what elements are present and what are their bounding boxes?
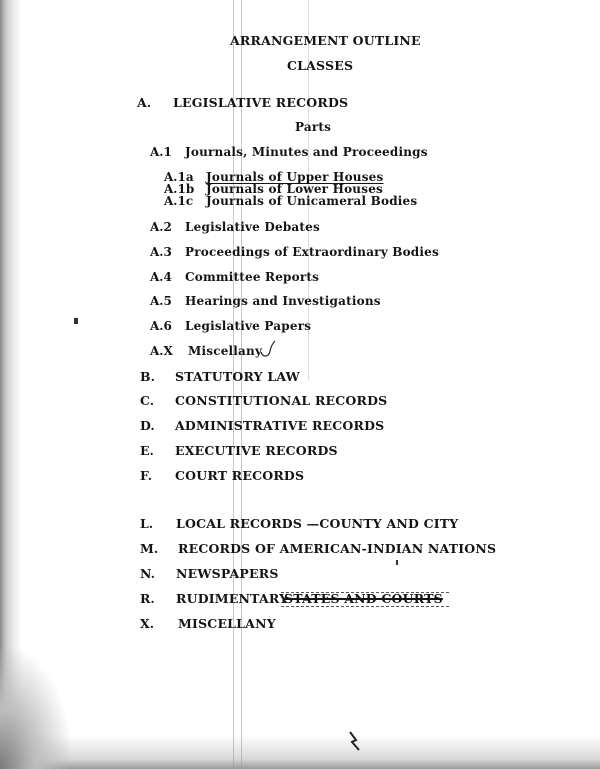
subpart-label: Journals of Lower Houses [206, 182, 383, 196]
scan-speck [396, 560, 398, 565]
subpart-label: Journals of Unicameral Bodies [206, 194, 418, 208]
parts-heading: Parts [295, 120, 332, 134]
part-label: Committee Reports [185, 270, 320, 284]
part-code: A.X [150, 344, 173, 358]
scan-shadow-bottom [0, 735, 600, 769]
class-code: R. [140, 591, 155, 606]
class-label: ADMINISTRATIVE RECORDS [175, 418, 385, 433]
class-code: L. [140, 516, 154, 531]
class-label: CONSTITUTIONAL RECORDS [175, 393, 388, 408]
class-code: E. [140, 443, 154, 458]
part-code: A.4 [150, 270, 172, 284]
subpart-label: Journals of Upper Houses [206, 170, 384, 184]
scan-shadow-corner [0, 649, 70, 769]
part-label: Hearings and Investigations [185, 294, 381, 308]
struck-text: STATES AND COURTS [284, 591, 443, 606]
class-label: LOCAL RECORDS —COUNTY AND CITY [176, 516, 459, 531]
part-code: A.3 [150, 245, 172, 259]
subpart-code: A.1a [164, 170, 194, 184]
part-code: A.2 [150, 220, 172, 234]
class-code: D. [140, 418, 155, 433]
part-label: Proceedings of Extraordinary Bodies [185, 245, 439, 259]
class-label: RECORDS OF AMERICAN-INDIAN NATIONS [178, 541, 497, 556]
scan-smudge [346, 730, 362, 752]
subpart-code: A.1c [164, 194, 194, 208]
class-code: A. [137, 95, 152, 110]
class-code: C. [140, 393, 155, 408]
class-label: MISCELLANY [178, 616, 276, 631]
crease-line [241, 0, 242, 769]
crease-line [233, 0, 234, 769]
class-code: F. [140, 468, 152, 483]
class-code: B. [140, 369, 155, 384]
part-code: A.6 [150, 319, 172, 333]
page-title: ARRANGEMENT OUTLINE [230, 33, 421, 48]
part-label: Journals, Minutes and Proceedings [185, 145, 428, 159]
class-label: EXECUTIVE RECORDS [175, 443, 338, 458]
subpart-code: A.1b [164, 182, 195, 196]
class-label: RUDIMENTARY [176, 591, 289, 606]
handwritten-check-mark [258, 340, 276, 360]
part-code: A.1 [150, 145, 172, 159]
class-label: COURT RECORDS [175, 468, 305, 483]
class-label: LEGISLATIVE RECORDS [173, 95, 349, 110]
part-label: Miscellany [188, 344, 263, 358]
part-label: Legislative Debates [185, 220, 320, 234]
part-code: A.5 [150, 294, 172, 308]
class-label: STATUTORY LAW [175, 369, 300, 384]
scan-speck [74, 318, 78, 324]
class-code: N. [140, 566, 155, 581]
page-subtitle: CLASSES [287, 58, 354, 73]
class-code: M. [140, 541, 159, 556]
class-code: X. [140, 616, 155, 631]
class-label: NEWSPAPERS [176, 566, 279, 581]
part-label: Legislative Papers [185, 319, 312, 333]
